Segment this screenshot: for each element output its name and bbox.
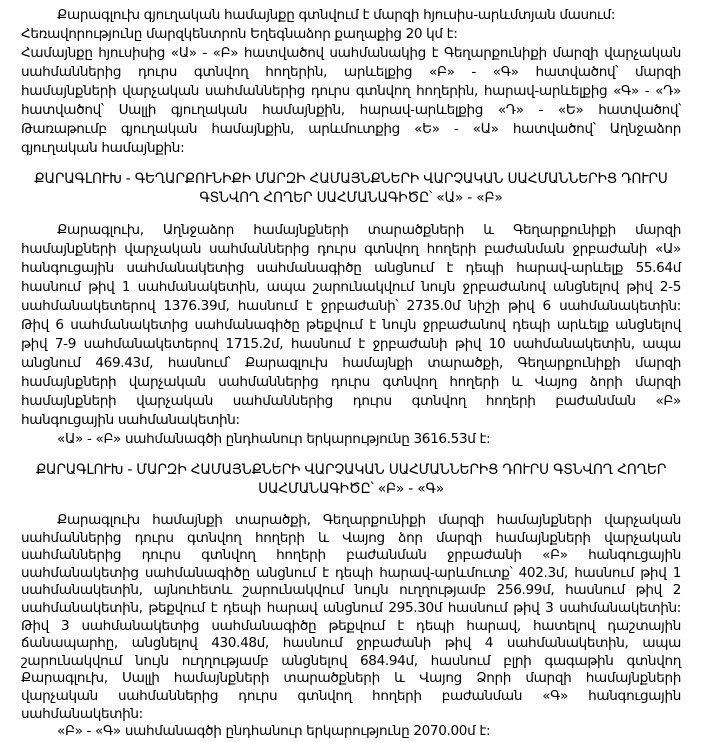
section-bg-line-6: սահմանակետին, թեքվում է դեպի հարավ անցնում 295.30մ հասնում թիվ 3 սահմանակետին: bbox=[21, 600, 681, 616]
section-bg-heading-line-2: ՍԱՀՄԱՆԱԳԻԾԸ՝ «Բ» - «Գ» bbox=[258, 481, 444, 497]
intro-line-3: Համայնքը հյուսիսից «Ա» - «Բ» հատվածով սահմանակից է Գեղարքունիքի մարզի վարչական bbox=[21, 45, 681, 61]
intro-line-8: գյուղական համայնքին: bbox=[21, 140, 185, 156]
intro-line-5: համայնքների վարչական սահմաններից դուրս գտնվող հողերին, հարավ-արևելքից «Գ» - «Դ» bbox=[21, 83, 681, 99]
section-ab-line-11: հանգուցային սահմանակետին: bbox=[21, 412, 240, 428]
intro-line-2: Հեռավորությունը մարզկենտրոն Եղեգնաձոր քաղաքից 20 կմ է: bbox=[21, 26, 458, 42]
section-bg-line-7: Թիվ 3 սահմանակետից սահմանագիծը թեքվում է դեպի հարավ, հատելով դաշտային bbox=[21, 617, 681, 634]
intro-line-6: հատվածով՝ Սալլի գյուղական համայնքին, հարավ-արևելքից «Դ» - «Ե» հատվածով՝ bbox=[21, 102, 681, 118]
intro-line-1: Քարագլուխ գյուղական համայնքը գտնվում է մարզի հյուսիս-արևմտյան մասում: bbox=[57, 7, 616, 23]
section-ab-heading-line-2: ԳՏՆՎՈՂ ՀՈՂԵՐ ՍԱՀՄԱՆԱԳԻԾԸ՝ «Ա» - «Բ» bbox=[199, 190, 503, 206]
section-bg-line-3: սահմաններից դուրս գտնվող հողերի բաժանման ջրբաժանի «Բ» հանգուցային bbox=[21, 547, 681, 564]
section-ab-line-5: սահմանակետերով 1376.39մ, հասնում է ջրբաժանի՝ 2735.0մ նիշի թիվ 6 սահմանակետին: bbox=[21, 298, 681, 314]
section-ab-heading-line-1: ՔԱՐԱԳԼՈՒԽ - ԳԵՂԱՐՔՈՒՆԻՔԻ ՄԱՐԶԻ ՀԱՄԱՅՆՔՆԵՐԻ ՎԱՐՉԱԿԱՆ ՍԱՀՄԱՆՆԵՐԻՑ ԴՈՒՐՍ bbox=[34, 171, 668, 187]
section-bg-line-1: Քարագլուխ համայնքի տարածքի, Գեղարքունիքի մարզի համայնքների վարչական bbox=[57, 512, 681, 528]
section-ab-line-6: Թիվ 6 սահմանակետից սահմանագիծը թեքվում է նույն ջրբաժանով դեպի արևելք անցնելով bbox=[21, 317, 681, 333]
section-ab-line-9: համայնքների վարչական սահմաններից դուրս գտնվող հողերի և Վայոց ձորի մարզի bbox=[21, 374, 681, 390]
section-bg-line-2: սահմաններից դուրս գտնվող հողերի և Վայոց ձոր մարզի համայնքների վարչական bbox=[21, 529, 681, 546]
section-ab-line-10: համայնքների վարչական սահմաններից դուրս գտնվող հողերի բաժանման «Բ» bbox=[21, 393, 681, 409]
section-bg-total-length: «Բ» - «Գ» սահմանագծի ընդհանուր երկարությունը 2070.00մ է: bbox=[57, 723, 491, 740]
section-ab-line-4: հասնում թիվ 1 սահմանակետին, ապա շարունակվում նույն ջրբաժանով անցնելով թիվ 2-5 bbox=[21, 279, 681, 295]
section-ab-line-8: անցնում 469.43մ, հասնում՝ Քարագլուխ համայնքի տարածքի, Գեղարքունիքի մարզի bbox=[21, 355, 681, 371]
section-bg-line-5: սահմանակետին, այնուհետև շարունակվում նույն ուղղությամբ 256.99մ, հասնում թիվ 2 bbox=[21, 582, 681, 599]
intro-line-7: Թառաթումբ գյուղական համայնքին, արևմուտքից «Ե» - «Ա» հատվածով՝ Աղնջաձոր bbox=[21, 121, 681, 137]
section-ab-line-7: թիվ 7-9 սահմանակետերով 1715.2մ, հասնում է ջրբաժանի թիվ 10 սահմանակետին, ապա bbox=[21, 336, 681, 352]
section-ab-line-3: հանգուցային սահմանակետից սահմանագիծը անցնում է դեպի հարավ-արևելք 55.64մ bbox=[21, 260, 681, 276]
section-bg-heading-line-1: ՔԱՐԱԳԼՈՒԽ - ՄԱՐԶԻ ՀԱՄԱՅՆՔՆԵՐԻ ՎԱՐՉԱԿԱՆ ՍԱՀՄԱՆՆԵՐԻՑ ԴՈՒՐՍ ԳՏՆՎՈՂ ՀՈՂԵՐ bbox=[35, 462, 667, 478]
section-bg-line-10: Քարագլուխ, Սալլի համայնքների տարածքների և Վայոց Ձորի մարզի համայնքների bbox=[21, 670, 681, 687]
section-ab-line-2: համայնքների վարչական սահմաններից դուրս գտնվող հողերի բաժանման ջրբաժանի «Ա» bbox=[21, 241, 681, 257]
section-bg-line-9: շարունակվում նույն ուղղությամբ անցնելով 684.94մ, հասնում բլրի գագաթին գտնվող bbox=[21, 652, 681, 669]
intro-line-4: սահմաններից դուրս գտնվող հողերին, արևելքից «Բ» - «Գ» հատվածով՝ մարզի bbox=[21, 64, 681, 80]
section-bg-line-11: վարչական սահմաններից դուրս գտնվող հողերի բաժանման «Գ» հանգուցային bbox=[21, 688, 681, 704]
section-bg-line-8: ճանապարհը, անցնելով 430.48մ, հասնում ջրբաժանի թիվ 4 սահմանակետին, ապա bbox=[21, 635, 681, 652]
section-ab-total-length: «Ա» - «Բ» սահմանագծի ընդհանուր երկարությունը 3616.53մ է: bbox=[57, 431, 491, 447]
section-bg-line-4: սահմանակետից սահմանագիծը անցնում է դեպի հարավ-արևմուտք՝ 402.3մ, հասնում թիվ 1 bbox=[21, 564, 681, 581]
section-ab-line-1: Քարագլուխ, Աղնջաձոր համայնքների տարածքների և Գեղարքունիքի մարզի bbox=[57, 222, 681, 238]
section-bg-line-12: սահմանակետին: bbox=[21, 705, 143, 722]
